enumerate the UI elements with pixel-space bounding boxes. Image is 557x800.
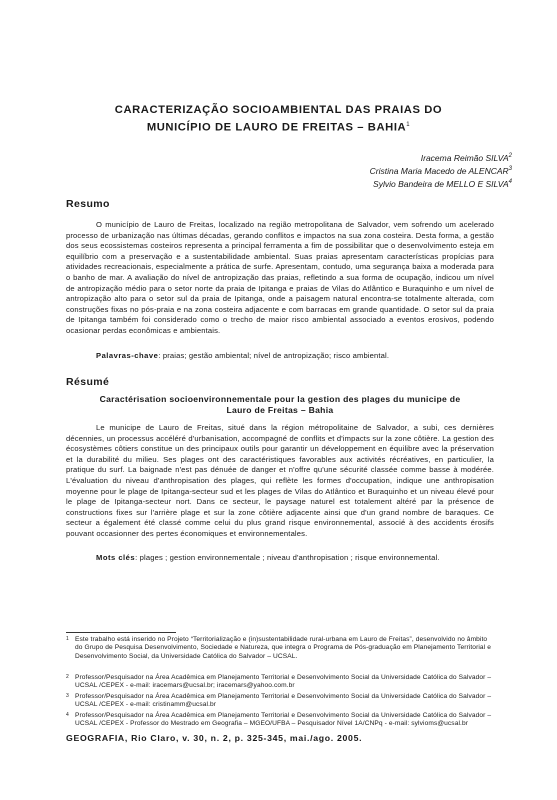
- resume-subtitle-line-2: Lauro de Freitas – Bahia: [226, 405, 334, 415]
- author-3-name: Sylvio Bandeira de MELLO E SILVA: [373, 178, 509, 189]
- resumo-keywords-label: Palavras-chave: [96, 351, 159, 360]
- article-title-line-2-text: MUNICÍPIO DE LAURO DE FREITAS – BAHIA: [146, 121, 407, 134]
- author-1: [370, 151, 512, 164]
- footnote-4-number: 4: [66, 712, 69, 718]
- resumo-abstract: O município de Lauro de Freitas, localizado na região metropolitana de Salvador, vem sofrendo um acelerado processo de urbanização nas últimas décadas, gerando conflitos e impactos na sua zona costeira. Desta forma, a gestão dos seus ecossistemas costeiros representa a principal ferramenta a fim de possibilitar que o desenvolvimento esteja em equilíbrio com a preservação e a sustentabilidade ambiental. Suas praias apresentam características propícias para atividades recreacionais, especialmente a prática de surfe. Apresentam, contudo, uma segurança baixa a moderada para o banho de mar. A avaliação do nível de antropização das praias, refletindo a sua forma de ocupação, indicou um nível de antropização médio para o setor norte da praia de Ipitanga e praias de Vilas do Atlântico e Buraquinho e um nível de antropização alto para o setor sul da praia de Ipitanga, onde a paisagem natural encontra-se totalmente alterada, com construções fixas no pós-praia e na zona costeira adjacente e com barracas em grande quantidade. O setor sul da praia de Ipitanga também foi considerado como o trecho de maior risco ambiental associado a eventos erosivos, podendo ocasionar perdas econômicas e ambientais.: [66, 220, 494, 335]
- author-1-mark: 2: [508, 153, 512, 159]
- footnote-1-text: Este trabalho está inserido no Projeto “Territorialização e (in)sustentabilidade rural-urbana em Lauro de Freitas”, desenvolvido no âmbito do Grupo de Pesquisa Desenvolvimento, Sociedade e Natureza, que integra o Programa de Pós-graduação em Planejamento Territorial e Desenvolvimento Social, da Universidade Católica do Salvador – UCSAL.: [75, 636, 491, 660]
- footnote-2: [66, 674, 496, 691]
- footnote-separator: [66, 632, 176, 633]
- author-1-name: Iracema Reimão SILVA: [420, 152, 509, 163]
- title-footnote-mark: 1: [406, 122, 411, 128]
- resume-keywords: [66, 553, 494, 564]
- resume-abstract: Le municipe de Lauro de Freitas, situé dans la région métropolitaine de Salvador, a subi, ces dernières décennies, un processus accéléré d'urbanisation, accompagné de conflits et d'impacts sur la zone côtière. La gestion des écosystèmes côtiers constitue un des principaux outils pour garantir un développement en équilibre avec la préservation et la durabilité du milieu. Ses plages ont des caractéristiques favorables aux activités récréatives, en particulier, la pratique du surf. La baignade n'est pas dénuée de danger et n'offre qu'une sécurité classée comme basse à modérée. L'évaluation du niveau d'anthropisation des plages, qui reflète les formes d'occupation, indique une anthropisation moyenne pour le plage de Ipitanga-secteur sud et les plages de Vilas do Atlântico et Buraquinho et un niveau élevé pour le plage de Ipitanga-secteur nort. Dans ce secteur, le paysage naturel est totalement altéré par la présence de constructions fixes sur l'arrière plage et sur la zone côtière adjacente ainsi que d'un grand nombre de baraques. Ce secteur a également été classé comme celui du plus grand risque environnemental, associé à des accidents érosifs pouvant occasionner des pertes économiques et environnementales.: [66, 423, 494, 538]
- article-title-line-2: [60, 118, 497, 136]
- article-title: [60, 103, 497, 136]
- footnote-4-text: Professor/Pesquisador na Área Acadêmica em Planejamento Territorial e Desenvolvimento Social da Universidade Católica do Salvador – UCSAL /CEPEX - Professor do Mestrado em Geografia – MGEO/UFBA – Pesquisador Nível 1A/CNPq - e-mail: sylvioms@ucsal.br: [75, 712, 492, 728]
- footnote-1-number: 1: [66, 636, 69, 642]
- footnote-4: [66, 712, 496, 729]
- footnote-2-number: 2: [66, 674, 69, 680]
- footnote-3: [66, 693, 496, 710]
- article-title-line-1: CARACTERIZAÇÃO SOCIOAMBIENTAL DAS PRAIAS DO: [114, 104, 443, 116]
- resumo-keywords-text: : praias; gestão ambiental; nível de antropização; risco ambiental.: [158, 351, 390, 360]
- resume-subtitle-line-1: Caractérisation socioenvironnementale pour la gestion des plages du municipe de: [99, 394, 461, 404]
- footnote-3-text: Professor/Pesquisador na Área Acadêmica em Planejamento Territorial e Desenvolvimento Social da Universidade Católica do Salvador – UCSAL /CEPEX - e-mail: cristinamm@ucsal.br: [75, 693, 492, 709]
- author-3-mark: 4: [508, 178, 512, 185]
- footnote-2-text: Professor/Pesquisador na Área Acadêmica em Planejamento Territorial e Desenvolvimento Social da Universidade Católica do Salvador – UCSAL /CEPEX - e-mail: iracemars@ucsal.br; iracemars@yahoo.com.br: [75, 674, 492, 690]
- resumo-heading: Resumo: [66, 198, 110, 210]
- author-2-name: Cristina Maria Macedo de ALENCAR: [369, 165, 509, 176]
- resume-heading: Résumé: [66, 376, 110, 388]
- resumo-keywords: [66, 351, 494, 362]
- author-3: [370, 177, 512, 190]
- author-2-mark: 3: [508, 165, 512, 172]
- footnote-3-number: 3: [66, 693, 69, 699]
- journal-citation-footer: GEOGRAFIA, Rio Claro, v. 30, n. 2, p. 325-345, mai./ago. 2005.: [66, 733, 363, 743]
- footnote-1: [66, 636, 496, 661]
- author-list: [370, 151, 512, 189]
- resume-subtitle: [66, 394, 494, 416]
- author-2: [370, 164, 512, 177]
- resume-keywords-label: Mots clés: [96, 553, 136, 562]
- resume-keywords-text: : plages ; gestion environnementale ; niveau d'anthropisation ; risque environnemental.: [135, 553, 440, 562]
